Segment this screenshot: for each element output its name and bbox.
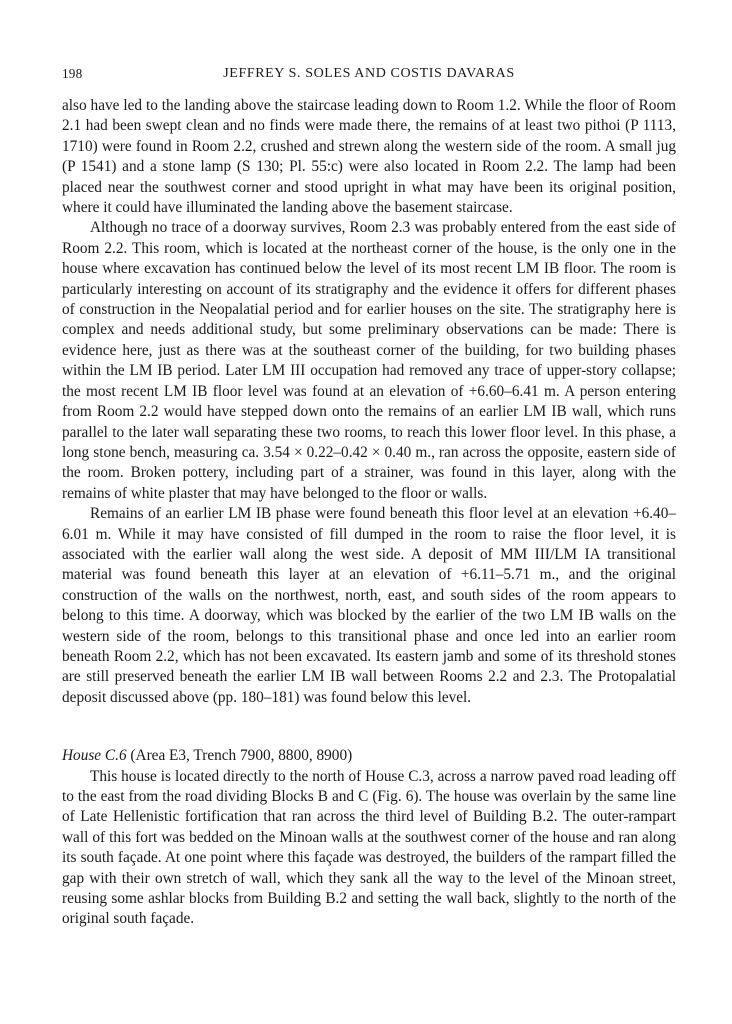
page-number: 198 [62,66,83,81]
running-head [62,66,676,88]
paragraph-room-2-3: Although no trace of a doorway survives, Room 2.3 was probably entered from the east side of Room 2.2. This room, which is located at the northeast corner of the house, is the only one in the house where excavation has continued below the level of its most recent LM IB floor. The room is particularly interesting on account of its stratigraphy and the evidence it offers for different phases of construction in the Neopalatial period and for earlier houses on the site. The stratigraphy here is complex and needs additional study, but some preliminary observations can be made: There is evidence here, just as there was at the southeast corner of the building, for two building phases within the LM IB period. Later LM III occupation had removed any trace of upper-story collapse; the most recent LM IB floor level was found at an elevation of +6.60–6.41 m. A person entering from Room 2.2 would have stepped down onto the remains of an earlier LM IB wall, which runs parallel to the later wall separating these two rooms, to reach this lower floor level. In this phase, a long stone bench, measuring ca. 3.54 × 0.22–0.42 × 0.40 m., ran across the opposite, eastern side of the room. Broken pottery, including part of a strainer, was found in this layer, along with the remains of white plaster that may have belonged to the floor or walls. [62,219,676,502]
paragraph-continued: also have led to the landing above the staircase leading down to Room 1.2. While the floor of Room 2.1 had been swept clean and no finds were made there, the remains of at least two pithoi (P 1113, 1710) were found in Room 2.2, crushed and strewn along the western side of the room. A small jug (P 1541) and a stone lamp (S 130; Pl. 55:c) were also located in Room 2.2. The lamp had been placed near the southwest corner and stood upright in what may have been its original position, where it could have illuminated the landing above the basement staircase. [62,97,676,217]
section-house-name: House C.6 [62,747,127,765]
running-title: JEFFREY S. SOLES AND COSTIS DAVARAS [223,66,515,81]
document-page [62,66,676,930]
section-location: (Area E3, Trench 7900, 8800, 8900) [130,747,353,765]
paragraph-house-c6: This house is located directly to the north of House C.3, across a narrow paved road leading off to the east from the road dividing Blocks B and C (Fig. 6). The house was overlain by the same line of Late Hellenistic fortification that ran across the third level of Building B.2. The outer-rampart wall of this fort was bedded on the Minoan walls at the southwest corner of the house and ran along its south façade. At one point where this façade was destroyed, the builders of the rampart filled the gap with their own stretch of wall, which they sank all the way to the level of the Minoan street, reusing some ashlar blocks from Building B.2 and setting the wall back, slightly to the north of the original south façade. [62,767,676,928]
section-heading [62,746,676,766]
paragraph-earlier-phase: Remains of an earlier LM IB phase were found beneath this floor level at an elevation +6.40–6.01 m. While it may have consisted of fill dumped in the room to raise the floor level, it is associated with the earlier wall along the west side. A deposit of MM III/LM IA transitional material was found beneath this layer at an elevation of +6.11–5.71 m., and the original construction of the walls on the northwest, north, east, and south sides of the room appears to belong to this time. A doorway, which was blocked by the earlier of the two LM IB walls on the western side of the room, belongs to this transitional phase and once led into an earlier room beneath Room 2.2, which has not been excavated. Its eastern jamb and some of its threshold stones are still preserved beneath the earlier LM IB wall between Rooms 2.2 and 2.3. The Protopalatial deposit discussed above (pp. 180–181) was found below this level. [62,505,676,706]
body-text [62,96,676,930]
